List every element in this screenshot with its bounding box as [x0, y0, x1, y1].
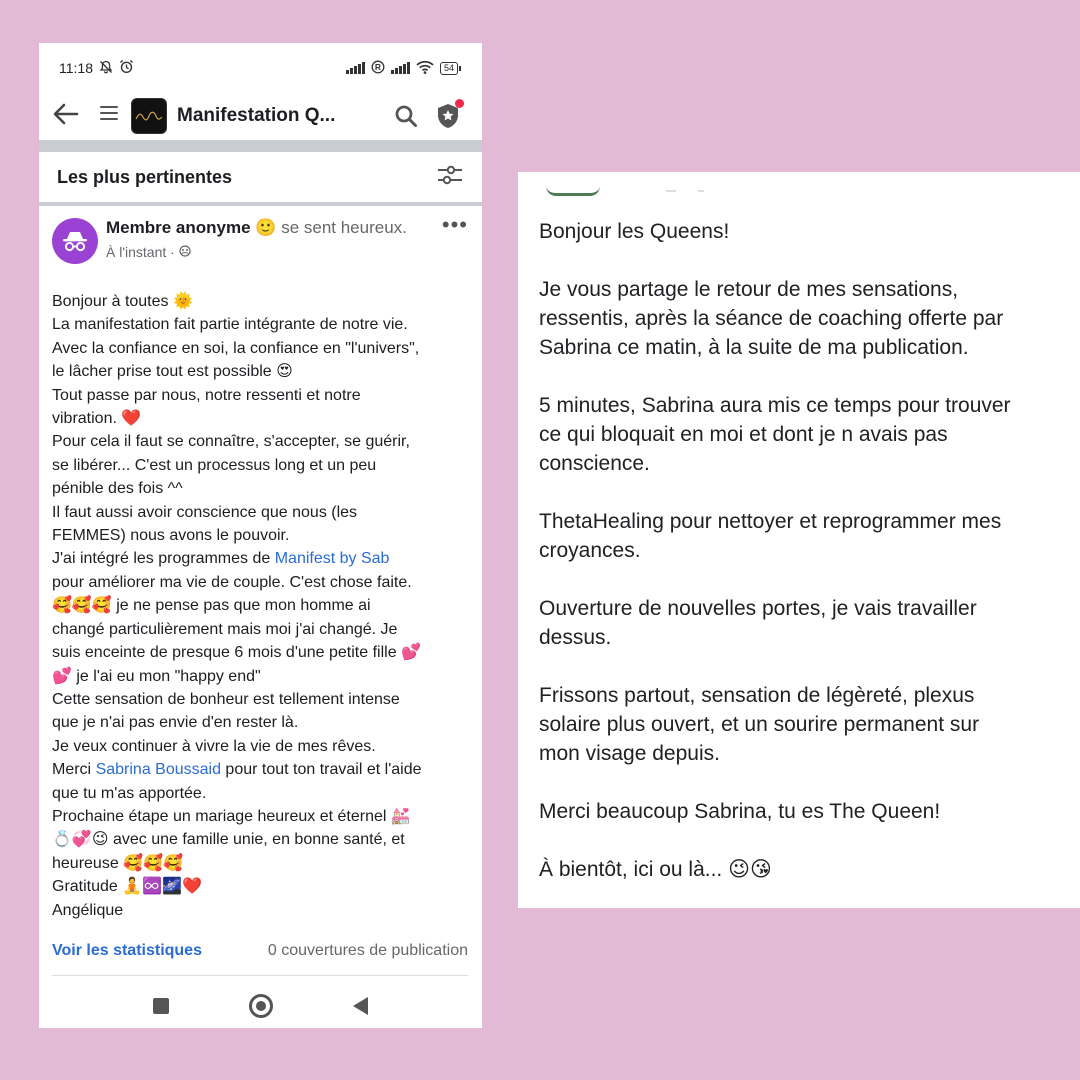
post-line: Tout passe par nous, notre ressenti et notre [52, 386, 361, 404]
group-app-bar [39, 93, 482, 138]
message-paragraph [539, 855, 1069, 884]
more-options-icon[interactable]: ••• [441, 212, 468, 237]
filter-sliders-icon[interactable] [436, 164, 464, 191]
back-arrow-icon[interactable] [53, 103, 87, 129]
testimonial-message-card [518, 172, 1080, 908]
android-nav-bar [39, 976, 482, 1028]
message-line: Merci beaucoup Sabrina, tu es The Queen! [539, 800, 941, 823]
post-footer [52, 942, 468, 976]
cropped-avatar-edge [546, 186, 600, 196]
svg-text:R: R [374, 61, 382, 72]
post-author[interactable]: Membre anonyme [106, 218, 251, 237]
group-name[interactable]: Manifestation Q... [177, 104, 336, 126]
status-bar [39, 43, 482, 93]
post-line: Cette sensation de bonheur est tellement intense [52, 690, 400, 708]
post-line: 💕 je l'ai eu mon "happy end" [52, 667, 261, 685]
recent-apps-icon[interactable] [153, 998, 169, 1014]
cropped-text-edge [666, 190, 676, 192]
signal-icon [346, 62, 365, 74]
battery-icon: 54 [440, 62, 458, 75]
post-line: que je n'ai pas envie d'en rester là. [52, 714, 299, 732]
view-stats-link[interactable]: Voir les statistiques [52, 941, 202, 959]
sabrina-boussaid-link[interactable]: Sabrina Boussaid [95, 761, 221, 779]
post-line: pour améliorer ma vie de couple. C'est chose faite. [52, 573, 412, 591]
message-line: dessus. [539, 626, 612, 649]
post-line: Angélique [52, 901, 124, 919]
post [39, 206, 482, 976]
alarm-icon [119, 59, 134, 77]
anonymous-avatar-icon[interactable] [52, 218, 98, 264]
post-line: Gratitude 🧘♾️🌌❤️ [52, 878, 202, 896]
message-body [539, 217, 1069, 908]
post-line: vibration. ❤️ [52, 410, 142, 428]
message-line: croyances. [539, 539, 641, 562]
message-paragraph [539, 507, 1069, 565]
post-line [52, 758, 468, 781]
wifi-icon [416, 60, 434, 77]
message-line: Sabrina ce matin, à la suite de ma publication. [539, 336, 969, 359]
post-line: le lâcher prise tout est possible 😍 [52, 363, 293, 381]
manifest-by-sab-link[interactable]: Manifest by Sab [274, 550, 390, 568]
post-line: La manifestation fait partie intégrante de notre vie. [52, 316, 408, 334]
message-line: mon visage depuis. [539, 742, 720, 765]
audience-group-icon [179, 244, 191, 260]
post-line: Avec la confiance en soi, la confiance en "l'univers", [52, 339, 420, 357]
sort-label[interactable]: Les plus pertinentes [57, 166, 233, 187]
post-text: pour tout ton travail et l'aide [220, 761, 422, 779]
signal-icon-2 [391, 62, 410, 74]
message-line: ThetaHealing pour nettoyer et reprogrammer mes [539, 510, 1002, 533]
feeling-text: se sent heureux. [281, 218, 407, 237]
group-logo[interactable] [131, 98, 167, 134]
message-line: solaire plus ouvert, et un sourire permanent sur [539, 713, 980, 736]
message-paragraph [539, 217, 1069, 246]
post-line: se libérer... C'est un processus long et un peu [52, 456, 377, 474]
facebook-post-screenshot [39, 43, 482, 1028]
post-line: changé particulièrement mais moi j'ai changé. Je [52, 620, 398, 638]
post-line: 🥰🥰🥰 je ne pense pas que mon homme ai [52, 597, 371, 615]
message-paragraph [539, 594, 1069, 652]
message-line: ce qui bloquait en moi et dont je n avais pas [539, 423, 948, 446]
post-line: 💍💞😉 avec une famille unie, en bonne santé, et [52, 831, 405, 849]
post-time[interactable]: À l'instant · [106, 244, 175, 260]
message-line: À bientôt, ici ou là... 😉😘 [539, 858, 772, 881]
registered-icon [371, 60, 385, 77]
post-line: Prochaine étape un mariage heureux et éternel 💒 [52, 807, 411, 825]
post-line: heureuse 🥰🥰🥰 [52, 854, 183, 872]
notification-dot [455, 99, 464, 108]
post-body [52, 290, 468, 922]
cropped-text-edge [698, 190, 704, 192]
status-time: 11:18 [59, 60, 93, 76]
post-line [52, 547, 468, 570]
post-text: Merci [52, 761, 96, 779]
feeling-emoji: 🙂 [255, 218, 277, 238]
message-line: Frissons partout, sensation de légèreté, plexus [539, 684, 975, 707]
message-line: 5 minutes, Sabrina aura mis ce temps pour trouver [539, 394, 1011, 417]
search-icon[interactable] [384, 104, 428, 128]
shield-icon[interactable] [428, 103, 468, 129]
back-icon[interactable] [353, 997, 368, 1015]
message-line: conscience. [539, 452, 650, 475]
post-line: que tu m'as apportée. [52, 784, 207, 802]
post-line: Pour cela il faut se connaître, s'accepter, se guérir, [52, 433, 410, 451]
post-line: Bonjour à toutes 🌞 [52, 293, 193, 310]
sort-bar[interactable] [39, 152, 482, 202]
message-line: Je vous partage le retour de mes sensations, [539, 278, 959, 301]
message-paragraph [539, 681, 1069, 768]
post-text: J'ai intégré les programmes de [52, 550, 275, 568]
message-paragraph [539, 797, 1069, 826]
message-line: Bonjour les Queens! [539, 220, 730, 243]
section-divider [39, 140, 482, 152]
mute-bell-icon [99, 60, 113, 77]
home-icon[interactable] [249, 994, 273, 1018]
message-paragraph [539, 275, 1069, 362]
message-line: Ouverture de nouvelles portes, je vais travailler [539, 597, 977, 620]
post-line: Il faut aussi avoir conscience que nous (les [52, 503, 358, 521]
message-paragraph [539, 391, 1069, 478]
menu-icon[interactable] [87, 102, 131, 129]
coverage-count: 0 couvertures de publication [267, 941, 468, 959]
post-header [52, 212, 468, 264]
message-line: ressentis, après la séance de coaching offerte par [539, 307, 1004, 330]
post-line: Je veux continuer à vivre la vie de mes rêves. [52, 737, 376, 755]
post-line: FEMMES) nous avons le pouvoir. [52, 527, 290, 545]
post-line: suis enceinte de presque 6 mois d'une petite fille 💕 [52, 644, 421, 662]
post-line: pénible des fois ^^ [52, 480, 183, 498]
